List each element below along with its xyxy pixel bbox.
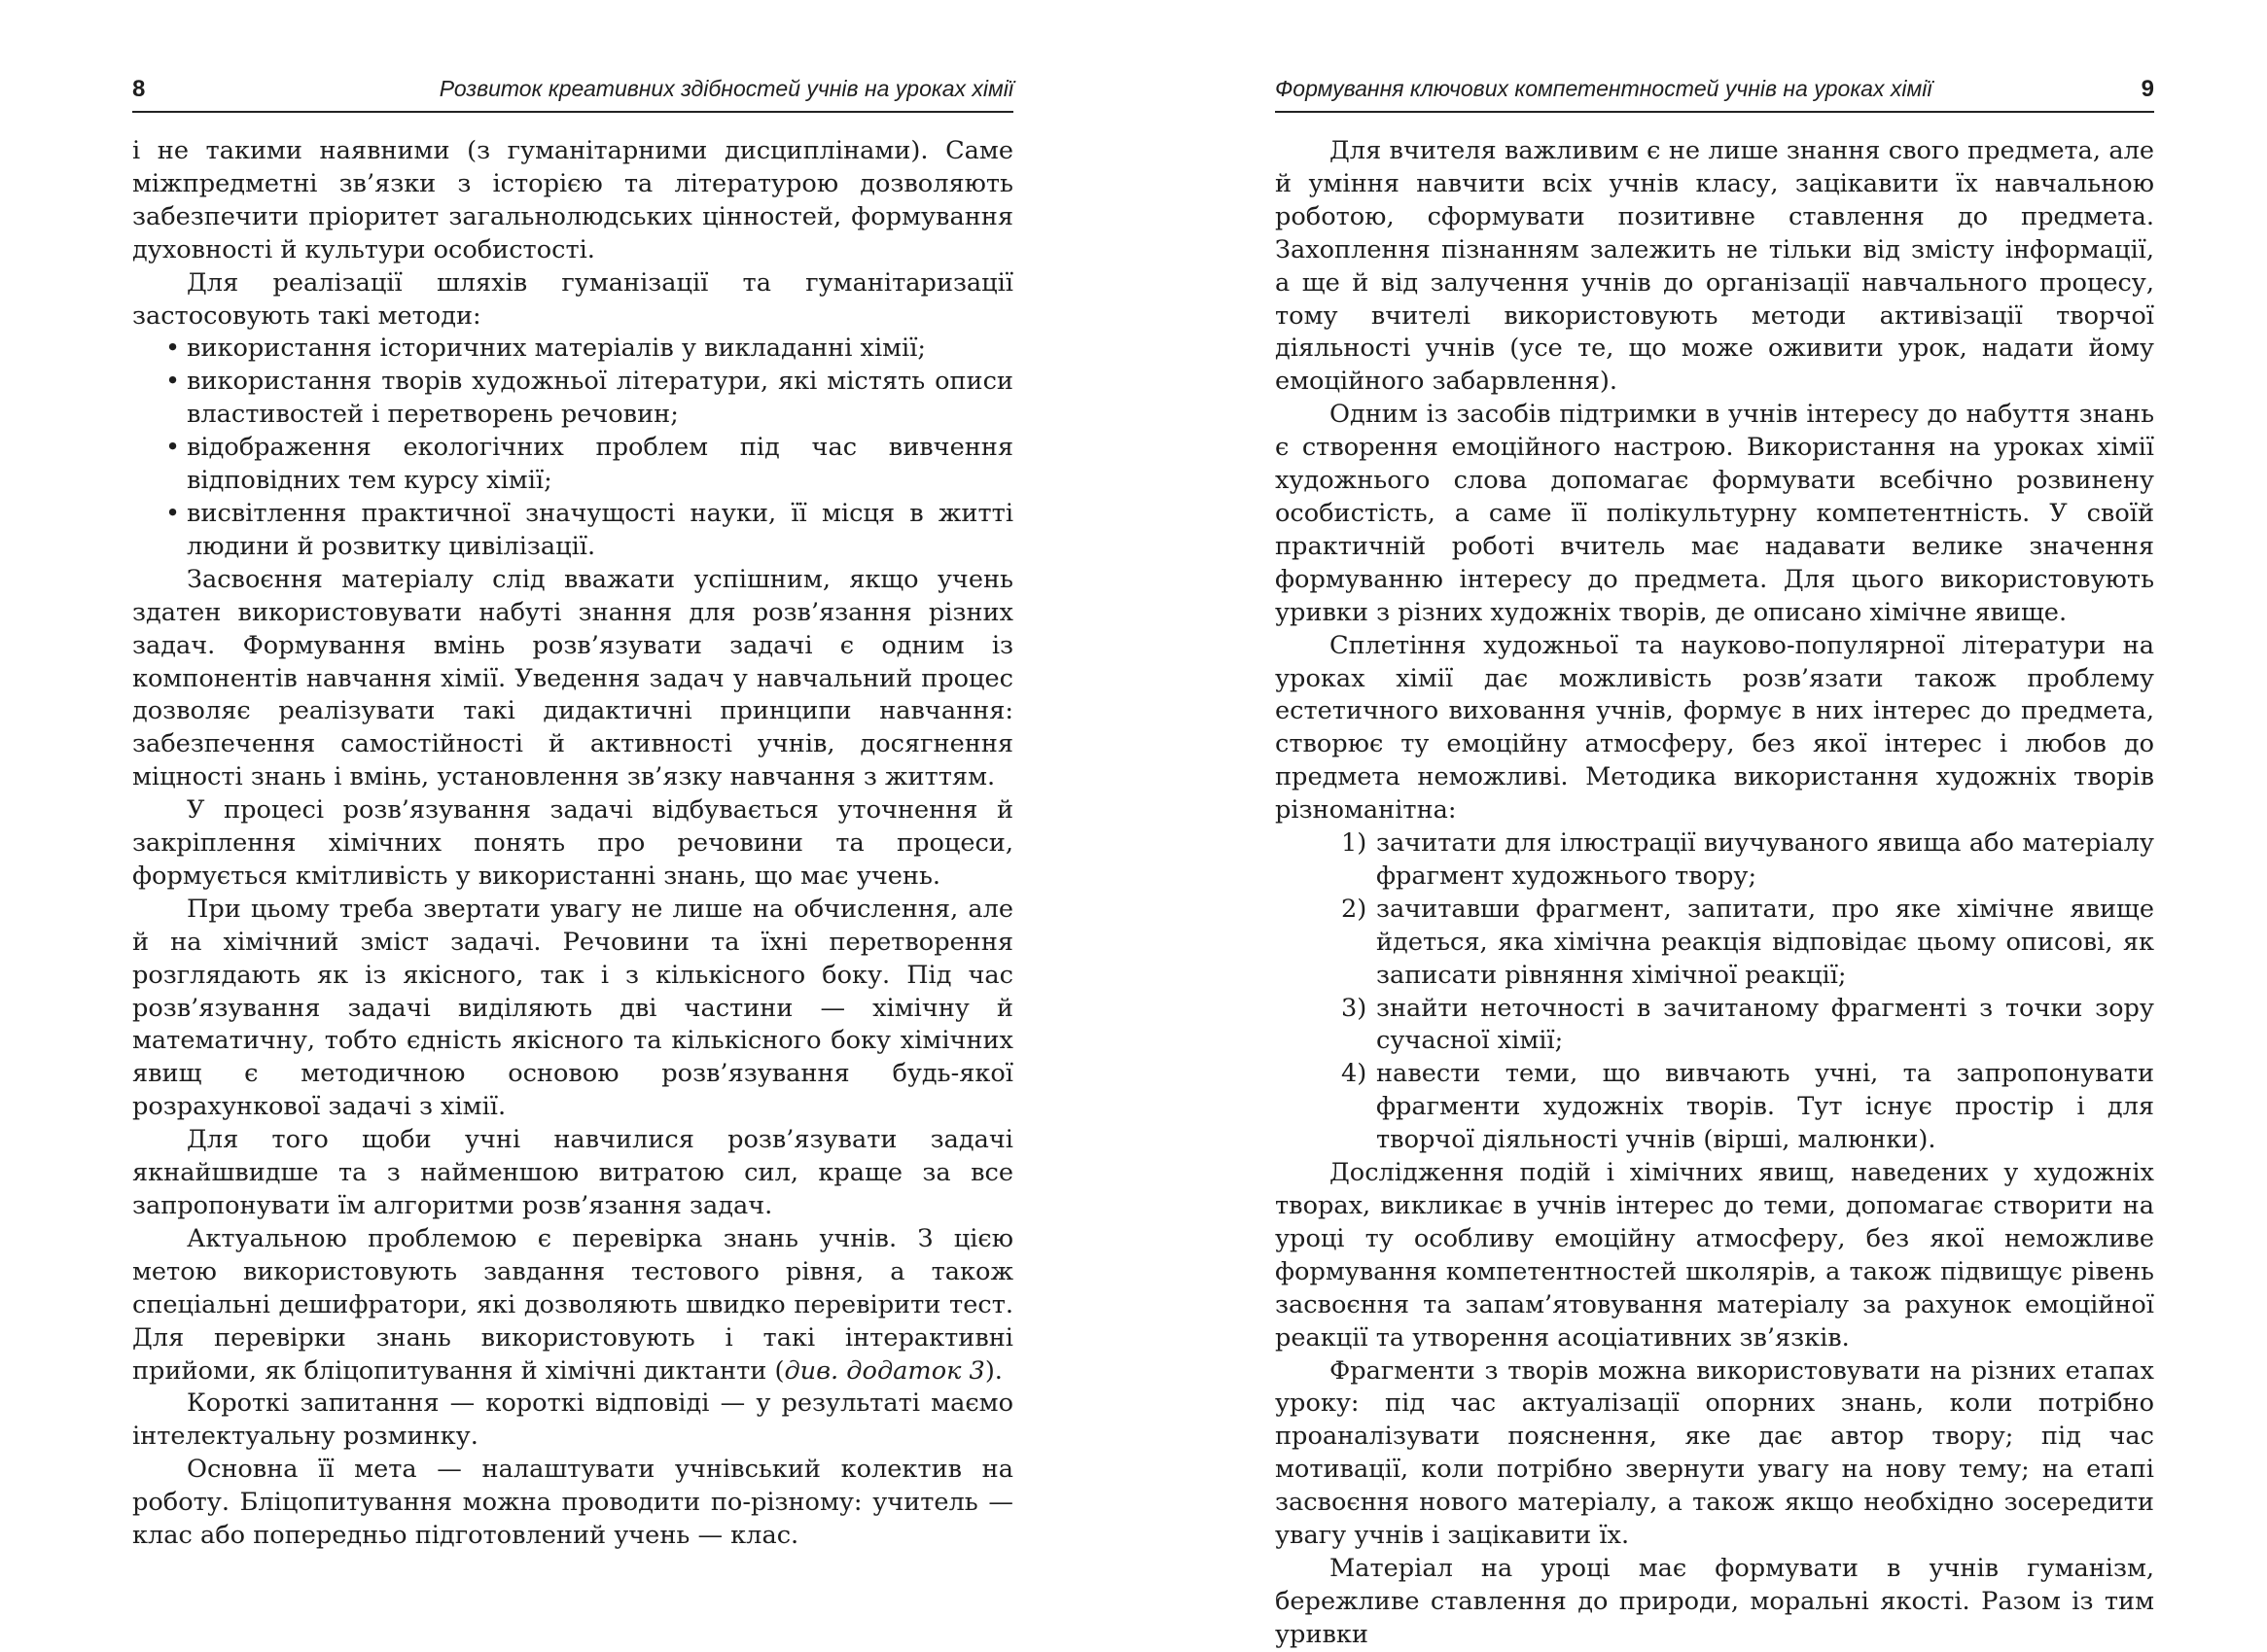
list-item	[1275, 827, 2154, 894]
paragraph: Основна її мета — налаштувати учнівський колектив на роботу. Бліцопитування можна проводити по-різному: учитель — клас або попередньо підготовлений учень — клас.	[132, 1455, 1013, 1551]
list-item	[1275, 894, 2154, 993]
paragraph-text: ).	[984, 1355, 1003, 1386]
appendix-reference: див. додаток 3	[784, 1355, 985, 1386]
list-marker: 1)	[1341, 828, 1367, 859]
page-number: 8	[132, 76, 146, 102]
paragraph: Короткі запитання — короткі відповіді — у результаті маємо інтелектуальну розминку.	[132, 1388, 1013, 1452]
running-title: Формування ключових компетентностей учнів на уроках хімії	[1275, 76, 1932, 101]
list-item: • відображення екологічних проблем під час вивчення відповідних тем курсу хімії;	[132, 432, 1013, 498]
list-item: • використання історичних матеріалів у викладанні хімії;	[132, 333, 1013, 366]
numbered-list	[1275, 827, 2154, 1157]
paragraph	[132, 1223, 1013, 1388]
paragraph: Засвоєння матеріалу слід вважати успішним, якщо учень здатен використовувати набуті знання для розв’язання різних задач. Формування вмінь розв’язувати задачі є одним із компонентів навчання хімії. Уведення задач у навчальний процес дозволяє реалізувати такі дидактичні принципи навчання: забезпечення самостійності й активності учнів, досягнення міцності знань і вмінь, установлення зв’язку навчання з життям.	[132, 564, 1013, 792]
right-page-body	[1275, 135, 2154, 1652]
paragraph: Сплетіння художньої та науково-популярної літератури на уроках хімії дає можливість розв’язати також проблему естетичного виховання учнів, формує в них інтерес до предмета, створює ту емоційну атмосферу, без якої інтерес і любов до предмета неможливі. Методика використання художніх творів різноманітна:	[1275, 630, 2154, 826]
list-item-text: знайти неточності в зачитаному фрагменті з точки зору сучасної хімії;	[1376, 993, 2154, 1056]
right-page-header	[1275, 72, 2154, 113]
paragraph: Матеріал на уроці має формувати в учнів гуманізм, бережливе ставлення до природи, моральні якості. Разом із тим уривки	[1275, 1553, 2154, 1649]
list-item	[1275, 1058, 2154, 1157]
paragraph: У процесі розв’язування задачі відбувається уточнення й закріплення хімічних понять про речовини та процеси, формується кмітливість у використанні знань, що має учень.	[132, 795, 1013, 891]
list-marker: 2)	[1341, 894, 1367, 924]
list-item: • використання творів художньої літератури, які містять описи властивостей і перетворень речовин;	[132, 366, 1013, 432]
list-item-text: зачитавши фрагмент, запитати, про яке хімічне явище йдеться, яка хімічна реакція відповідає цьому описові, як записати рівняння хімічної реакції;	[1376, 894, 2154, 990]
paragraph: Для вчителя важливим є не лише знання свого предмета, але й уміння навчити всіх учнів класу, зацікавити їх навчальною роботою, сформувати позитивне ставлення до предмета. Захоплення пізнанням залежить не тільки від змісту інформації, а ще й від залучення учнів до організації навчального процесу, тому вчителі використовують методи активізації творчої діяльності учнів (усе те, що може оживити урок, надати йому емоційного забарвлення).	[1275, 136, 2154, 397]
list-item-text: навести теми, що вивчають учні, та запропонувати фрагменти художніх творів. Тут існує простір і для творчої діяльності учнів (вірші, малюнки).	[1376, 1059, 2154, 1155]
running-title: Розвиток креативних здібностей учнів на уроках хімії	[439, 76, 1013, 101]
paragraph: Дослідження подій і хімічних явищ, наведених у художніх творах, викликає в учнів інтерес до теми, допомагає створити на уроці ту особливу емоційну атмосферу, без якої неможливе формування компетентностей школярів, а також підвищує рівень засвоєння та запам’ятовування матеріалу за рахунок емоційної реакції та утворення асоціативних зв’язків.	[1275, 1158, 2154, 1353]
list-item	[1275, 993, 2154, 1059]
list-item-text: зачитати для ілюстрації виучуваного явища або матеріалу фрагмент художнього твору;	[1376, 828, 2154, 891]
bullet-list	[132, 333, 1013, 563]
right-page	[1275, 0, 2154, 1649]
paragraph: Одним із засобів підтримки в учнів інтересу до набуття знань є створення емоційного настрою. Використання на уроках хімії художнього слова допомагає формувати всебічно розвинену особистість, а саме її полікультурну компетентність. У своїй практичній роботі вчитель має надавати велике значення формуванню інтересу до предмета. Для цього використовують уривки з різних художніх творів, де описано хімічне явище.	[1275, 400, 2154, 627]
page-number: 9	[2141, 76, 2154, 102]
left-page-body	[132, 135, 1013, 1553]
left-page	[132, 0, 1013, 1608]
list-marker: 4)	[1341, 1059, 1367, 1089]
paragraph: і не такими наявними (з гуманітарними дисциплінами). Саме міжпредметні зв’язки з історією та літературою дозволяють забезпечити пріоритет загальнолюдських цінностей, формування духовності й культури особистості.	[132, 136, 1013, 264]
left-page-header	[132, 72, 1013, 113]
list-item: • висвітлення практичної значущості науки, її місця в житті людини й розвитку цивілізації.	[132, 498, 1013, 564]
list-marker: 3)	[1341, 993, 1367, 1023]
paragraph-text: Актуальною проблемою є перевірка знань учнів. З цією метою використовують завдання тестового рівня, а також спеціальні дешифратори, які дозволяють швидко перевірити тест. Для перевірки знань використовують і такі інтерактивні прийоми, як бліцопитування й хімічні диктанти (	[132, 1223, 1013, 1386]
paragraph: Фрагменти з творів можна використовувати на різних етапах уроку: під час актуалізації опорних знань, коли потрібно проаналізувати пояснення, яке дає автор твору; під час мотивації, коли потрібно звернути увагу на нову тему; на етапі засвоєння нового матеріалу, а також якщо необхідно зосередити увагу учнів і зацікавити їх.	[1275, 1355, 2154, 1551]
paragraph: При цьому треба звертати увагу не лише на обчислення, але й на хімічний зміст задачі. Речовини та їхні перетворення розглядають як із якісного, так і з кількісного боку. Під час розв’язування задачі виділяють дві частини — хімічну й математичну, тобто єдність якісного та кількісного боку хімічних явищ є методичною основою розв’язування будь-якої розрахункової задачі з хімії.	[132, 894, 1013, 1122]
paragraph: Для того щоби учні навчилися розв’язувати задачі якнайшвидше та з найменшою витратою сил, краще за все запропонувати їм алгоритми розв’язання задач.	[132, 1125, 1013, 1220]
paragraph: Для реалізації шляхів гуманізації та гуманітаризації застосовують такі методи:	[132, 267, 1013, 331]
